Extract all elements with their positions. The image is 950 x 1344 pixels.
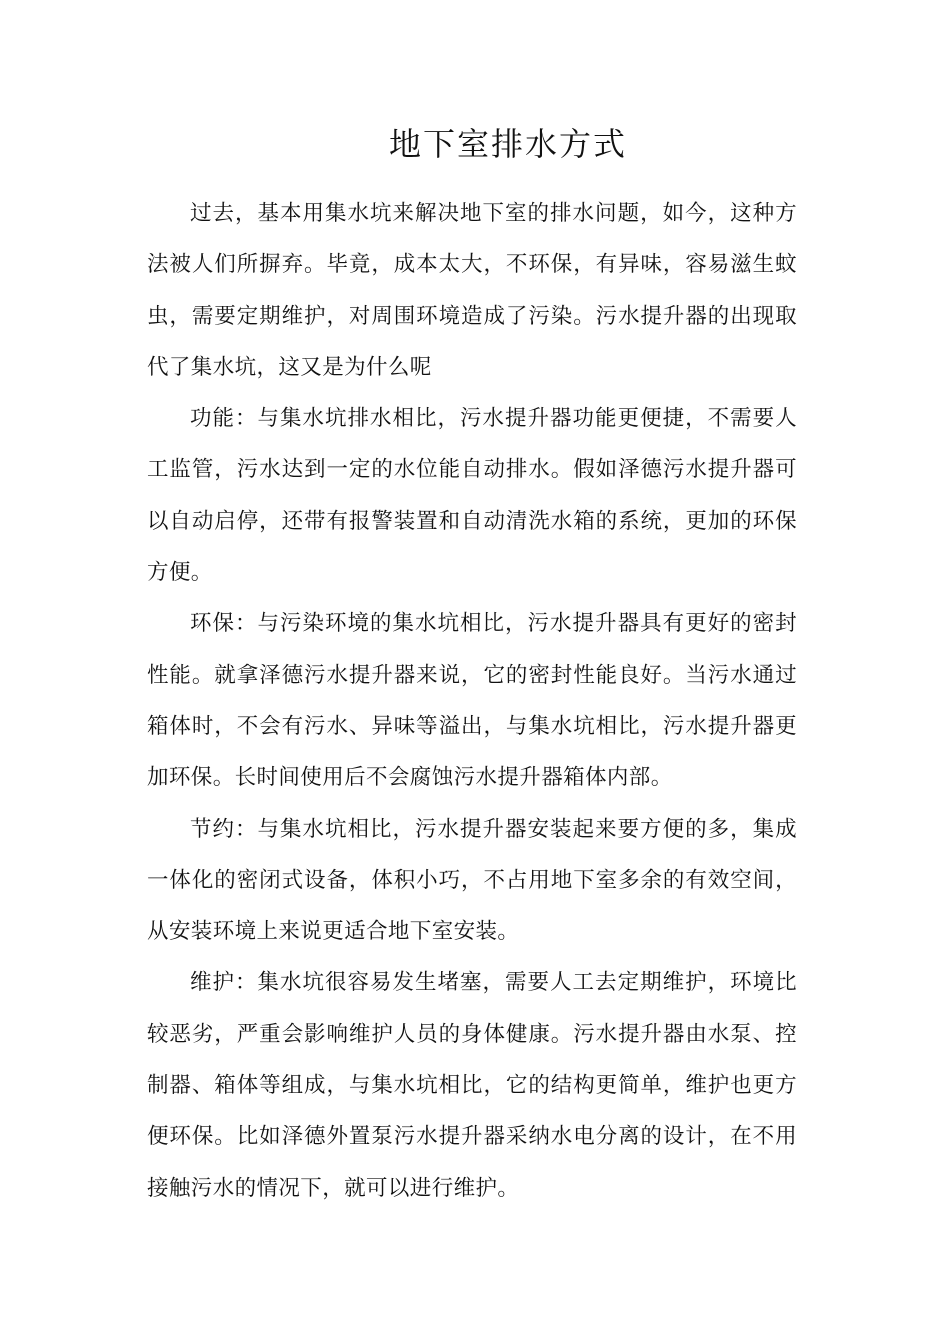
- paragraph-function: 功能：与集水坑排水相比，污水提升器功能更便捷，不需要人工监管，污水达到一定的水位能自动排水。假如泽德污水提升器可以自动启停，还带有报警装置和自动清洗水箱的系统，更加的环保方便。: [147, 406, 797, 586]
- paragraph-saving: 节约：与集水坑相比，污水提升器安装起来要方便的多，集成一体化的密闭式设备，体积小巧，不占用地下室多余的有效空间，从安装环境上来说更适合地下室安装。: [147, 816, 797, 945]
- document-title: 地下室排水方式: [388, 125, 627, 163]
- paragraph-intro: 过去，基本用集水坑来解决地下室的排水问题，如今，这种方法被人们所摒弃。毕竟，成本太大，不环保，有异味，容易滋生蚊虫，需要定期维护，对周围环境造成了污染。污水提升器的出现取代了集水坑，这又是为什么呢: [147, 201, 797, 380]
- paragraph-environment: 环保：与污染环境的集水坑相比，污水提升器具有更好的密封性能。就拿泽德污水提升器来说，它的密封性能良好。当污水通过箱体时，不会有污水、异味等溢出，与集水坑相比，污水提升器更加环保。长时间使用后不会腐蚀污水提升器箱体内部。: [147, 611, 797, 791]
- paragraph-maintenance: 维护：集水坑很容易发生堵塞，需要人工去定期维护，环境比较恶劣，严重会影响维护人员的身体健康。污水提升器由水泵、控制器、箱体等组成，与集水坑相比，它的结构更简单，维护也更方便环保。比如泽德外置泵污水提升器采纳水电分离的设计，在不用接触污水的情况下，就可以进行维护。: [147, 970, 797, 1201]
- document-body: [147, 188, 797, 1214]
